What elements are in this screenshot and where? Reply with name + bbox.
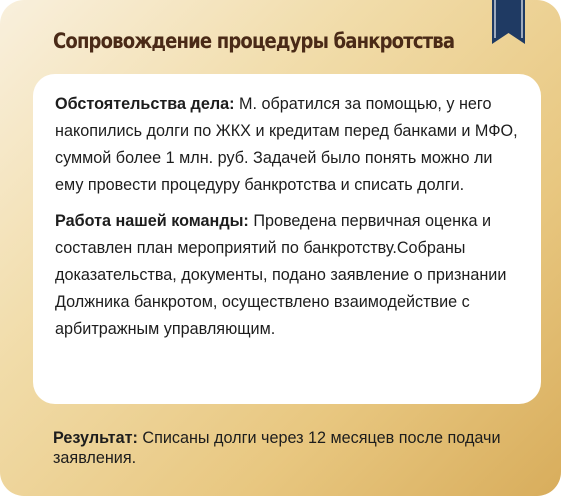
team-work-text: Проведена первичная оценка и составлен план мероприятий по банкротству.Собраны доказательства, документы, подано заявление о признании Должника банкротом, осуществлено взаимодействие с арбитражным управляющим. [55, 212, 507, 338]
circumstances-text: М. обратился за помощью, у него накопились долги по ЖКХ и кредитам перед банками и МФО, суммой более 1 млн. руб. Задачей было понять можно ли ему провести процедуру банкротства и списать долги. [55, 95, 518, 194]
team-work-label: Работа нашей команды: [55, 212, 249, 230]
result-label: Результат: [53, 429, 138, 447]
result-paragraph [53, 428, 513, 468]
bookmark-icon [492, 0, 525, 44]
team-work-paragraph [55, 208, 523, 343]
result-text: Списаны долги через 12 месяцев после подачи заявления. [53, 429, 501, 467]
page-title: Сопровождение процедуры банкротства [53, 29, 455, 53]
case-details-panel [33, 74, 541, 404]
circumstances-label: Обстоятельства дела: [55, 95, 235, 113]
circumstances-paragraph [55, 91, 523, 199]
